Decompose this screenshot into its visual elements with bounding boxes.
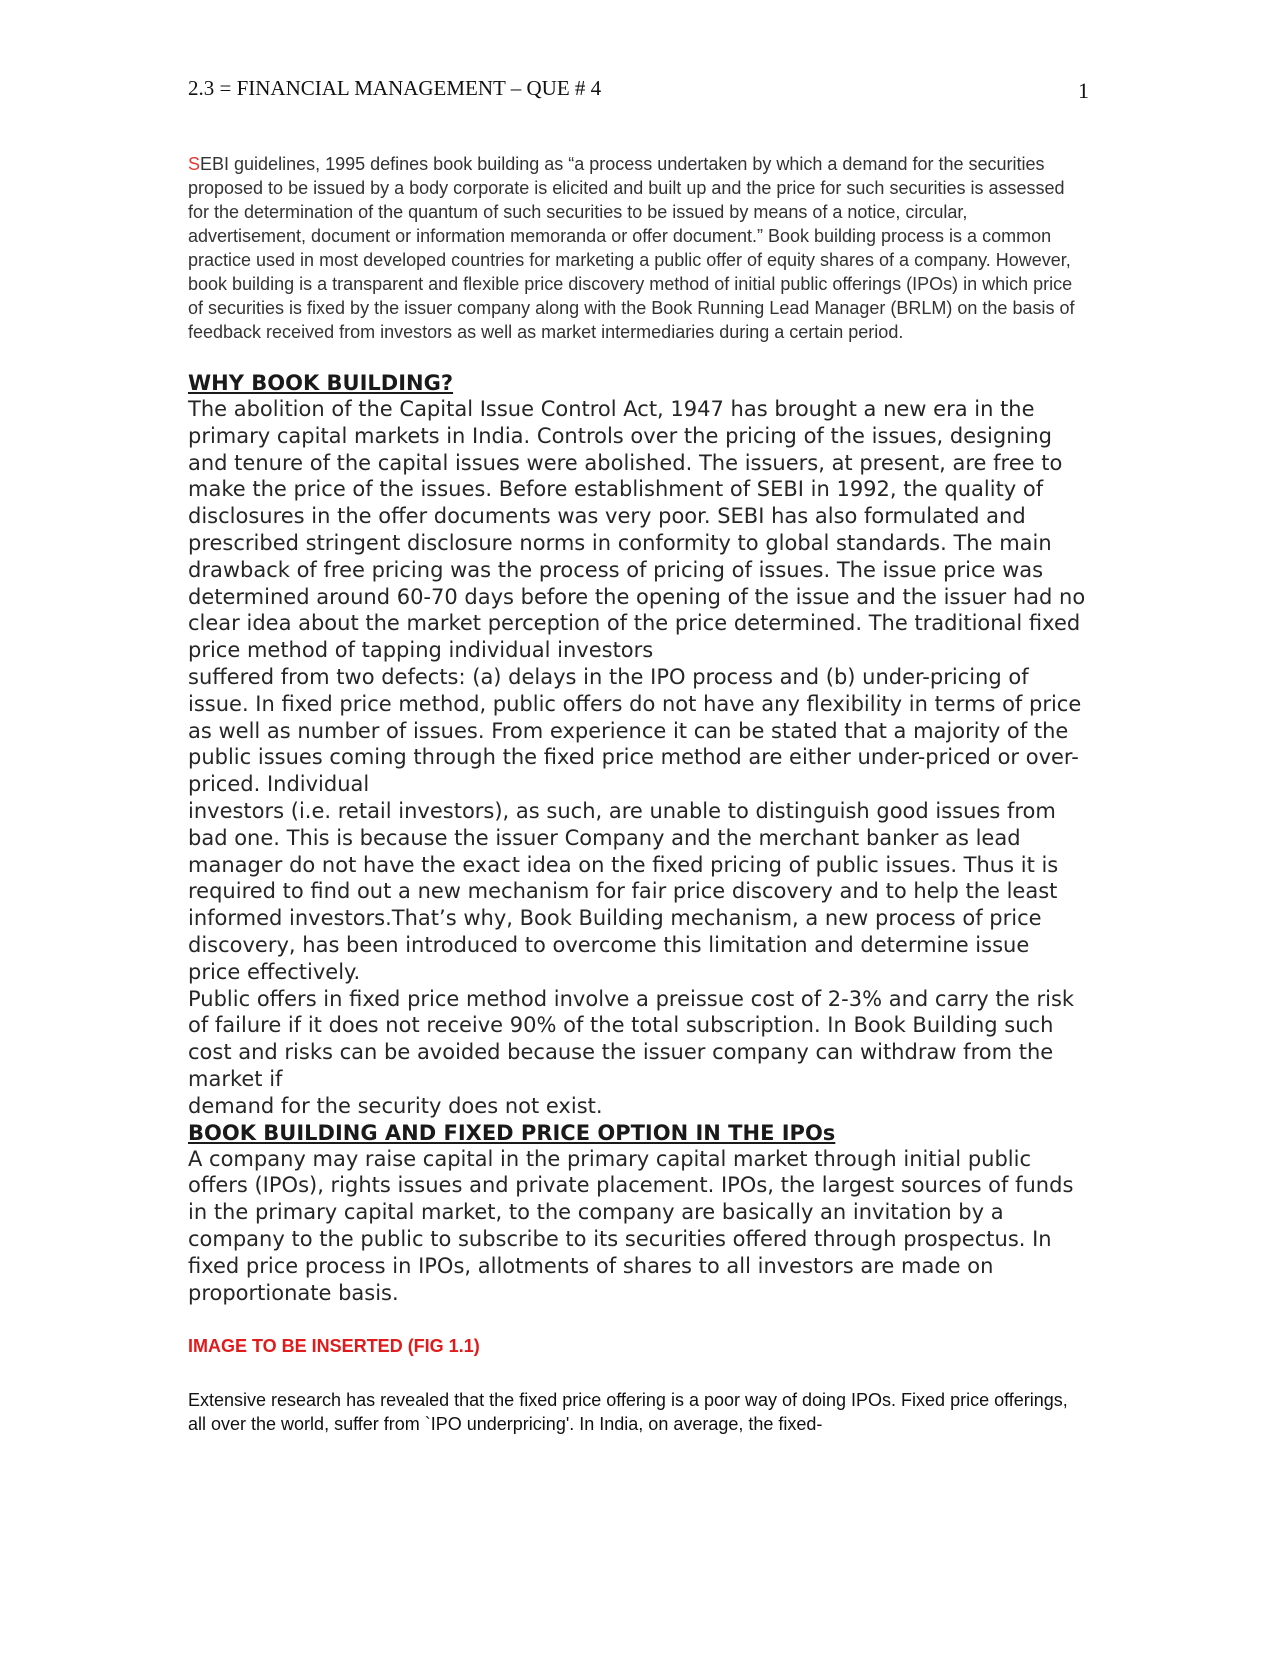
section-heading-book-building-fixed-price: BOOK BUILDING AND FIXED PRICE OPTION IN THE IPOs	[188, 1120, 836, 1145]
intro-paragraph	[188, 152, 1088, 344]
body-paragraph: The abolition of the Capital Issue Control Act, 1947 has brought a new era in the primary capital markets in India. Controls over the pricing of the issues, designing and tenure of the capital issues were abolished. The issuers, at present, are free to make the price of the issues. Before establishment of SEBI in 1992, the quality of disclosures in the offer documents was very poor. SEBI has also formulated and prescribed stringent disclosure norms in conformity to global standards. The main drawback of free pricing was the process of pricing of issues. The issue price was determined around 60-70 days before the opening of the issue and the issuer had no clear idea about the market perception of the price determined. The traditional fixed price method of tapping individual investors	[188, 397, 1086, 663]
body-paragraph: investors (i.e. retail investors), as such, are unable to distinguish good issues from bad one. This is because the issuer Company and the merchant banker as lead manager do not have the exact idea on the fixed pricing of public issues. Thus it is required to find out a new mechanism for fair price discovery and to help the least informed investors.That’s why, Book Building mechanism, a new process of price discovery, has been introduced to overcome this limitation and determine issue price effectively.	[188, 798, 1059, 984]
body-paragraph: A company may raise capital in the primary capital market through initial public offers (IPOs), rights issues and private placement. IPOs, the largest sources of funds in the primary capital market, to the company are basically an invitation by a company to the public to subscribe to its securities offered through prospectus. In fixed price process in IPOs, allotments of shares to all investors are made on proportionate basis.	[188, 1146, 1074, 1305]
document-body	[188, 152, 1088, 1436]
section-heading-why-book-building: WHY BOOK BUILDING?	[188, 371, 454, 395]
intro-first-letter: S	[188, 154, 201, 174]
body-paragraph: demand for the security does not exist.	[188, 1093, 603, 1118]
image-placeholder-note: IMAGE TO BE INSERTED (FIG 1.1)	[188, 1336, 480, 1357]
body-paragraph: suffered from two defects: (a) delays in the IPO process and (b) under-pricing of issue. In fixed price method, public offers do not have any flexibility in terms of price as well as number of issues. From experience it can be stated that a majority of the public issues coming through the fixed price method are either under-priced or over-priced. Individual	[188, 664, 1082, 797]
body-paragraph: Public offers in fixed price method involve a preissue cost of 2-3% and carry the risk of failure if it does not receive 90% of the total subscription. In Book Building such cost and risks can be avoided because the issuer company can withdraw from the market if	[188, 986, 1075, 1091]
page-number: 1	[1078, 78, 1089, 103]
page-header-title: 2.3 = FINANCIAL MANAGEMENT – QUE # 4	[188, 76, 602, 100]
closing-paragraph: Extensive research has revealed that the fixed price offering is a poor way of doing IPOs. Fixed price offerings, all over the world, suffer from `IPO underpricing'. In India, on average, the fixed-	[188, 1390, 1068, 1435]
intro-text: EBI guidelines, 1995 defines book building as “a process undertaken by which a demand for the securities proposed to be issued by a body corporate is elicited and built up and the price for such securities is assessed for the determination of the quantum of such securities to be issued by means of a notice, circular, advertisement, document or information memoranda or offer document.” Book building process is a common practice used in most developed countries for marketing a public offer of equity shares of a company. However, book building is a transparent and flexible price discovery method of initial public offerings (IPOs) in which price of securities is fixed by the issuer company along with the Book Running Lead Manager (BRLM) on the basis of feedback received from investors as well as market intermediaries during a certain period.	[188, 154, 1075, 342]
